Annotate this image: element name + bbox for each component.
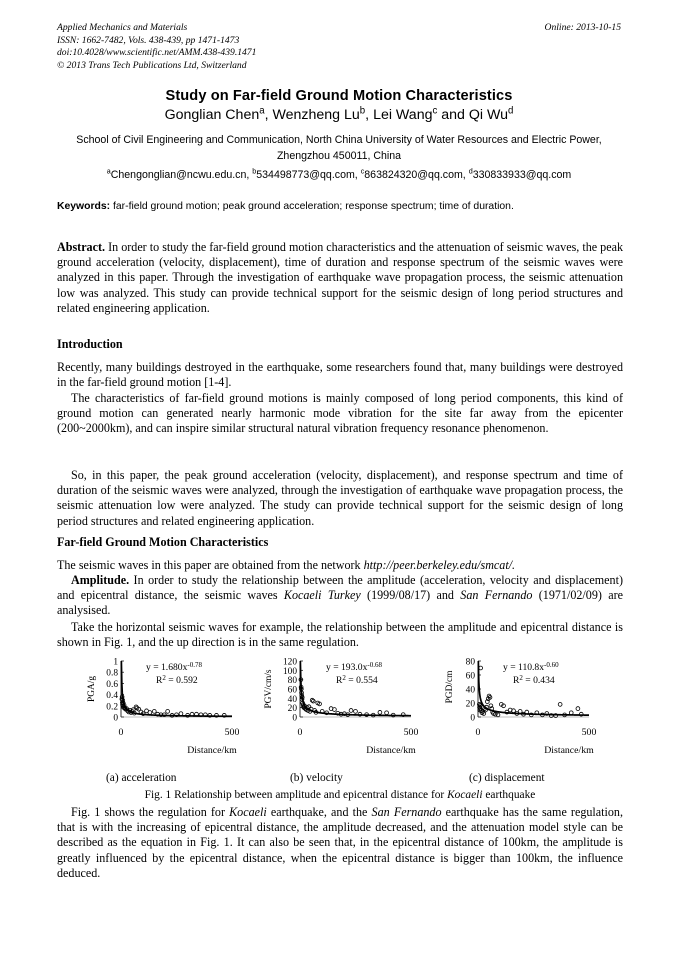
ytick-b-5: 100 xyxy=(282,666,297,677)
author-2-marker: b xyxy=(359,105,366,117)
author-sep-1: , xyxy=(264,107,273,123)
chart-b-ytick-labels xyxy=(283,658,297,724)
abstract-label: Abstract. xyxy=(57,240,106,254)
email-4: 330833933@qq.com xyxy=(472,169,572,181)
ytick-b-4: 80 xyxy=(287,676,297,687)
fit-equation-displacement: $y = 110.8x^{-0.60}$ xyxy=(503,661,559,673)
xtick-a-0: 0 xyxy=(118,727,124,738)
journal-masthead xyxy=(57,22,621,72)
ylabel-displacement: PGD/cm xyxy=(445,670,455,704)
ytick-b-2: 40 xyxy=(287,694,297,705)
heading-introduction: Introduction xyxy=(57,337,123,351)
post-fig-san-fernando: San Fernando xyxy=(371,805,442,819)
r2-velocity: $R^2 = 0.554$ xyxy=(336,674,378,686)
ytick-b-1: 20 xyxy=(287,704,297,715)
chart-displacement-svg xyxy=(441,655,626,767)
author-1: Gonglian Chen xyxy=(164,107,260,123)
subcaption-velocity: (b) velocity xyxy=(290,772,343,784)
author-4-marker: d xyxy=(508,105,514,117)
email-1-marker: a xyxy=(106,166,111,176)
author-1-marker: a xyxy=(259,105,265,117)
data-point xyxy=(311,699,315,703)
ytick-b-6: 120 xyxy=(282,657,297,668)
post-figure-paragraph xyxy=(57,805,623,881)
figure-caption-pre: Fig. 1 Relationship between amplitude and epicentral distance for xyxy=(144,789,448,801)
journal-issn: ISSN: 1662-7482, Vols. 438-439, pp 1471-1473 xyxy=(57,34,240,46)
ytick-c-1: 20 xyxy=(465,699,475,710)
chart-velocity-svg xyxy=(260,655,445,767)
subcaption-acceleration: (a) acceleration xyxy=(106,772,177,784)
data-point xyxy=(349,709,353,713)
ff-p1-text: The seismic waves in this paper are obtained from the network xyxy=(57,558,364,572)
amplitude-label: Amplitude. xyxy=(71,573,130,587)
ff-p2-text-c: (1971/02/09) are analysised. xyxy=(57,588,623,618)
figure-1 xyxy=(84,655,634,767)
post-fig-text-b: earthquake, and the xyxy=(266,805,372,819)
data-point xyxy=(385,711,389,715)
r2-displacement: $R^2 = 0.434$ xyxy=(513,674,555,686)
data-point xyxy=(558,703,562,707)
chart-b-annotation xyxy=(326,661,382,686)
intro-paragraph-1: Recently, many buildings destroyed in the earthquake, some researchers found that, many buildings were destroyed in the far-field ground motion [1-4]. xyxy=(57,360,623,390)
journal-name: Applied Mechanics and Materials xyxy=(57,22,188,33)
intro-paragraph-3: So, in this paper, the peak ground acceleration (velocity, displacement), and response spectrum and time of duration of the seismic waves were analyzed, through the investigation of earthquake wave propagation process, the seismic attenuation low were analyzed. The study can provide technical support for the seismic design of long period structures and related engineering application. xyxy=(57,468,623,528)
chart-c-ytick-labels xyxy=(466,658,476,724)
figure-caption-earthquake: Kocaeli xyxy=(447,789,483,801)
email-4-marker: d xyxy=(468,166,473,176)
affiliation-line-1: School of Civil Engineering and Communication, North China University of Water Resources and xyxy=(76,134,529,146)
data-point xyxy=(576,707,580,711)
data-point xyxy=(152,710,156,714)
chart-c-xtick-labels xyxy=(476,727,597,738)
email-3: 863824320@qq.com, xyxy=(364,169,469,181)
earthquake-kocaeli-turkey: Kocaeli Turkey xyxy=(283,588,361,603)
xlabel-acceleration: Distance/km xyxy=(187,745,237,756)
ff-paragraph-3: Take the horizontal seismic waves for example, the relationship between the amplitude and epicentral distance is shown in Fig. 1, and the up direction is in the same regulation. xyxy=(57,620,623,650)
author-sep-3: and xyxy=(437,107,469,123)
post-fig-kocaeli: Kocaeli xyxy=(229,805,267,819)
author-3: Lei Wang xyxy=(373,107,433,123)
ff-paragraph-2 xyxy=(57,573,623,619)
xtick-b-1: 500 xyxy=(403,727,419,738)
chart-c-annotation xyxy=(503,661,559,686)
ytick-b-0: 0 xyxy=(292,713,297,724)
data-point xyxy=(518,710,522,714)
author-2: Wenzheng Lu xyxy=(272,107,360,123)
heading-far-field-characteristics: Far-field Ground Motion Characteristics xyxy=(57,535,269,549)
post-fig-text-a: Fig. 1 shows the regulation for xyxy=(71,805,230,819)
figure-subcaptions xyxy=(57,772,623,786)
keywords-text: far-field ground motion; peak ground acceleration; response spectrum; time of duration. xyxy=(110,201,514,212)
ytick-a-1: 0.2 xyxy=(106,702,118,713)
ytick-c-3: 60 xyxy=(465,671,475,682)
ylabel-velocity: PGV/cm/s xyxy=(264,669,274,709)
data-point xyxy=(354,710,358,714)
figure-1-caption xyxy=(57,789,623,801)
ytick-a-2: 0.4 xyxy=(106,691,118,702)
chart-b-xtick-labels xyxy=(298,727,419,738)
email-3-marker: c xyxy=(360,166,365,176)
online-date: Online: 2013-10-15 xyxy=(544,22,621,33)
affiliation xyxy=(68,133,610,164)
chart-a-xtick-labels xyxy=(119,727,240,738)
chart-acceleration-svg xyxy=(84,655,269,767)
figure-caption-post: earthquake xyxy=(482,789,536,801)
data-point xyxy=(166,710,170,714)
page-title: Study on Far-field Ground Motion Characteristics xyxy=(165,88,513,104)
ytick-b-3: 60 xyxy=(287,685,297,696)
ytick-c-0: 0 xyxy=(470,713,475,724)
ff-p2-text-b: (1999/08/17) and xyxy=(360,588,461,603)
post-fig-text-c: earthquake has the same regulation, that is with the increasing of epicentral distance, the amplitude decreased, and the attenuation model style can be described as the equation in Fig. 1. It can also be seen that, in the epicentral distance of 100km, the amplitude is greatly influenced by the epicentral distance, when the epicentral distance is bigger than 100km, the influence deduced. xyxy=(57,805,623,880)
author-4: Qi Wu xyxy=(468,107,509,123)
subcaption-displacement: (c) displacement xyxy=(469,772,545,784)
r2-acceleration: $R^2 = 0.592$ xyxy=(156,674,198,686)
journal-copyright: © 2013 Trans Tech Publications Ltd, Switzerland xyxy=(57,59,247,71)
ytick-c-2: 40 xyxy=(465,685,475,696)
chart-velocity xyxy=(260,655,445,767)
chart-a-annotation xyxy=(146,661,202,686)
chart-acceleration xyxy=(84,655,269,767)
ytick-a-0: 0 xyxy=(113,713,118,724)
author-sep-2: , xyxy=(365,107,374,123)
chart-a-ytick-labels xyxy=(106,658,118,724)
ytick-a-5: 1 xyxy=(113,657,118,668)
data-point xyxy=(148,711,152,715)
fit-equation-velocity: $y = 193.0x^{-0.68}$ xyxy=(326,661,382,673)
ylabel-acceleration: PGA/g xyxy=(87,675,97,703)
ff-paragraph-1 xyxy=(57,558,623,573)
xtick-c-0: 0 xyxy=(475,727,481,738)
xlabel-displacement: Distance/km xyxy=(544,745,594,756)
author-emails xyxy=(57,166,621,181)
abstract-text: In order to study the far-field ground motion characteristics and the attenuation of seismic waves, the peak ground acceleration (velocity, displacement), time of duration and response spectrum of the seismic waves were analyzed in this paper. Through the investigation of earthquake wave propagation process, the seismic attenuation low was analyzed. This study can provide technical support for the seismic design of long period structures and related engineering application. xyxy=(57,240,623,315)
peer-database-url: http://peer.berkeley.edu/smcat/. xyxy=(363,558,516,572)
chart-displacement xyxy=(441,655,626,767)
earthquake-san-fernando: San Fernando xyxy=(460,588,533,603)
keywords-label: Keywords: xyxy=(57,201,111,212)
author-3-marker: c xyxy=(432,105,438,117)
keywords-line xyxy=(57,201,621,212)
xtick-a-1: 500 xyxy=(224,727,240,738)
author-list xyxy=(0,107,678,123)
xtick-b-0: 0 xyxy=(297,727,303,738)
ff-p2-text-a: In order to study the relationship between the amplitude (acceleration, velocity and displacement) and epicentral distance, the seismic waves xyxy=(57,573,623,603)
ytick-a-4: 0.8 xyxy=(106,668,118,679)
ytick-c-4: 80 xyxy=(465,657,475,668)
email-1: Chengonglian@ncwu.edu.cn, xyxy=(110,169,253,181)
fit-equation-acceleration: $y = 1.680x^{-0.78}$ xyxy=(146,661,202,673)
abstract-paragraph xyxy=(57,240,623,316)
email-2: 534498773@qq.com, xyxy=(256,169,361,181)
email-2-marker: b xyxy=(252,166,257,176)
intro-paragraph-2: The characteristics of far-field ground motions is mainly composed of long period components, this kind of ground motion can generated nearly harmonic mode vibration for the site far away from the epicenter (200~2000km), and can inspire similar structural natural vibration frequency resonance phenomenon. xyxy=(57,391,623,436)
xlabel-velocity: Distance/km xyxy=(366,745,416,756)
xtick-c-1: 500 xyxy=(581,727,597,738)
ytick-a-3: 0.6 xyxy=(106,679,118,690)
data-point xyxy=(378,710,382,714)
journal-doi: doi:10.4028/www.scientific.net/AMM.438-439.1471 xyxy=(57,47,257,59)
affiliation-line-2: Electric Power, Zhengzhou 450011, China xyxy=(276,134,602,162)
